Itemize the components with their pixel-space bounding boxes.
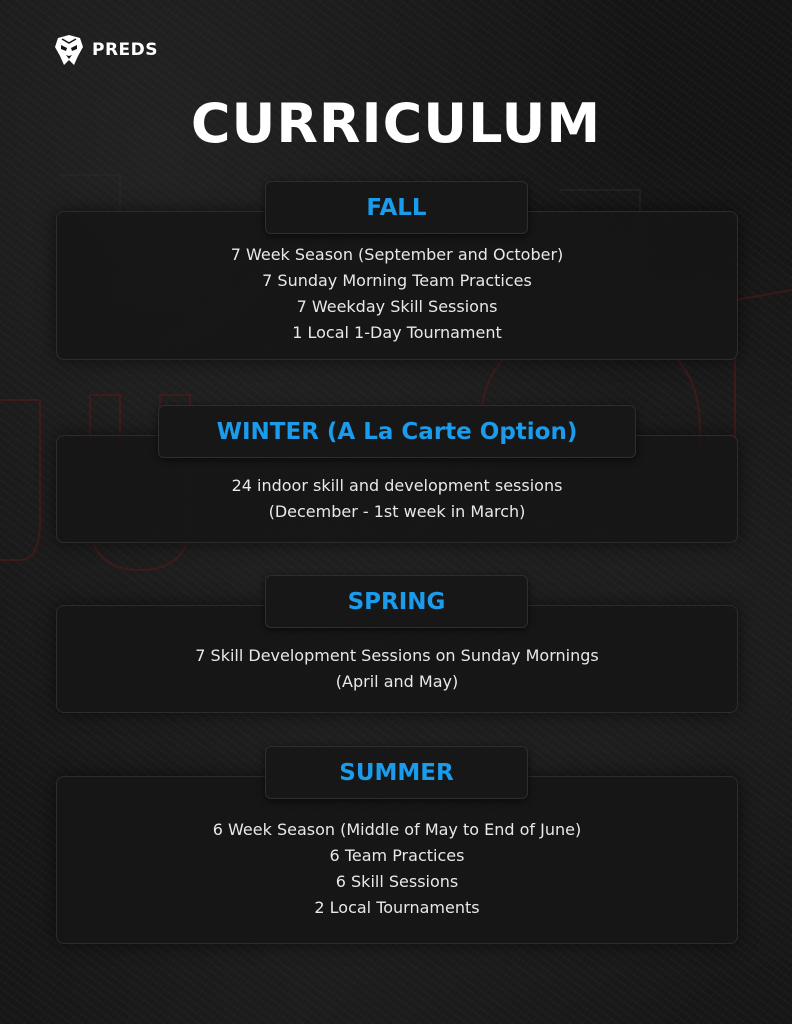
brand-header: [54, 34, 158, 66]
section-details-list: [57, 242, 737, 346]
section-detail-line: (December - 1st week in March): [268, 502, 526, 521]
section-detail-line: (April and May): [335, 672, 459, 691]
section-detail-line: 24 indoor skill and development sessions: [231, 476, 563, 495]
section-detail-line: 7 Skill Development Sessions on Sunday Mornings: [195, 646, 599, 665]
section-detail-line: 7 Weekday Skill Sessions: [296, 297, 498, 316]
section-heading-fall: FALL: [265, 181, 528, 234]
section-detail-line: 6 Week Season (Middle of May to End of June): [212, 820, 582, 839]
predator-skull-icon: [54, 34, 84, 66]
section-details-list: [57, 473, 737, 525]
section-detail-line: 1 Local 1-Day Tournament: [292, 323, 502, 342]
section-detail-line: 6 Skill Sessions: [335, 872, 459, 891]
section-card-summer: [56, 776, 738, 944]
brand-name: PREDS: [92, 40, 159, 60]
page-title: CURRICULUM: [190, 92, 602, 155]
section-detail-line: 2 Local Tournaments: [314, 898, 480, 917]
section-detail-line: 7 Week Season (September and October): [230, 245, 564, 264]
section-details-list: [57, 817, 737, 921]
section-heading-winter: WINTER (A La Carte Option): [158, 405, 636, 458]
section-heading-summer: SUMMER: [265, 746, 528, 799]
section-details-list: [57, 643, 737, 695]
section-detail-line: 7 Sunday Morning Team Practices: [262, 271, 532, 290]
section-detail-line: 6 Team Practices: [329, 846, 465, 865]
section-heading-spring: SPRING: [265, 575, 528, 628]
